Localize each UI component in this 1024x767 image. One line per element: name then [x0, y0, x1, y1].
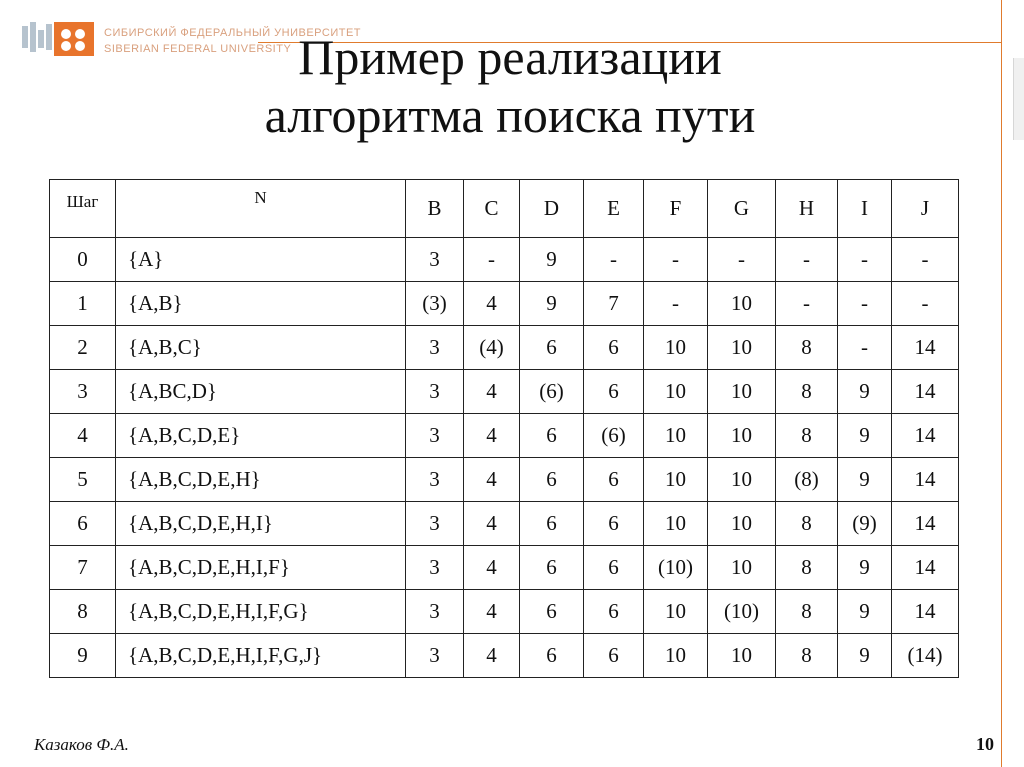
node-set-cell: {A}	[116, 238, 406, 282]
distance-cell: 10	[708, 458, 776, 502]
distance-cell: 6	[520, 326, 584, 370]
distance-cell: -	[584, 238, 644, 282]
distance-cell: -	[776, 238, 838, 282]
distance-cell: 14	[892, 502, 959, 546]
column-header-j: J	[892, 180, 959, 238]
distance-cell: 10	[708, 546, 776, 590]
column-header-c: C	[464, 180, 520, 238]
distance-cell: (8)	[776, 458, 838, 502]
distance-cell: 10	[644, 590, 708, 634]
logo-text-ru: СИБИРСКИЙ ФЕДЕРАЛЬНЫЙ УНИВЕРСИТЕТ	[104, 27, 362, 39]
table-header-row	[50, 180, 959, 238]
distance-cell: 3	[406, 546, 464, 590]
distance-cell: (9)	[838, 502, 892, 546]
distance-cell: 4	[464, 546, 520, 590]
right-margin-rule	[1001, 0, 1002, 767]
distance-cell: 14	[892, 590, 959, 634]
logo-text-en: SIBERIAN FEDERAL UNIVERSITY	[104, 43, 292, 55]
step-cell: 5	[50, 458, 116, 502]
distance-cell: 14	[892, 458, 959, 502]
distance-cell: 4	[464, 590, 520, 634]
distance-cell: 6	[520, 458, 584, 502]
column-header-f: F	[644, 180, 708, 238]
distance-cell: 14	[892, 326, 959, 370]
distance-cell: 14	[892, 414, 959, 458]
distance-cell: 9	[838, 590, 892, 634]
distance-cell: 8	[776, 414, 838, 458]
node-set-cell: {A,B,C,D,E,H,I,F}	[116, 546, 406, 590]
slide-title-line-2: алгоритма поиска пути	[264, 87, 756, 143]
distance-cell: 3	[406, 634, 464, 678]
distance-cell: -	[892, 282, 959, 326]
step-cell: 7	[50, 546, 116, 590]
distance-cell: (6)	[520, 370, 584, 414]
column-header-e: E	[584, 180, 644, 238]
distance-cell: 8	[776, 370, 838, 414]
distance-cell: 3	[406, 414, 464, 458]
page-number: 10	[976, 734, 994, 754]
distance-cell: 10	[644, 370, 708, 414]
distance-cell: 6	[584, 634, 644, 678]
table-row	[50, 590, 959, 634]
step-cell: 2	[50, 326, 116, 370]
distance-cell: 3	[406, 502, 464, 546]
side-scroll-tab[interactable]	[1013, 58, 1024, 140]
table-row	[50, 282, 959, 326]
step-cell: 6	[50, 502, 116, 546]
slide-title-line-1: Пример реализации	[298, 29, 722, 85]
distance-cell: 10	[708, 502, 776, 546]
distance-cell: 10	[708, 414, 776, 458]
column-header-b: B	[406, 180, 464, 238]
distance-cell: 7	[584, 282, 644, 326]
distance-cell: 6	[584, 502, 644, 546]
node-set-cell: {A,BC,D}	[116, 370, 406, 414]
distance-cell: 10	[708, 282, 776, 326]
distance-cell: 8	[776, 546, 838, 590]
distance-cell: 6	[584, 458, 644, 502]
column-header-h: H	[776, 180, 838, 238]
slide-title	[180, 28, 840, 144]
distance-cell: -	[776, 282, 838, 326]
distance-cell: (4)	[464, 326, 520, 370]
distance-cell: -	[838, 326, 892, 370]
distance-cell: 6	[584, 326, 644, 370]
distance-cell: 6	[584, 546, 644, 590]
distance-cell: -	[644, 238, 708, 282]
distance-cell: 9	[838, 546, 892, 590]
distance-cell: 10	[708, 370, 776, 414]
distance-cell: 6	[520, 546, 584, 590]
distance-cell: 10	[644, 414, 708, 458]
table-row	[50, 546, 959, 590]
distance-cell: 8	[776, 634, 838, 678]
distance-cell: (3)	[406, 282, 464, 326]
step-cell: 4	[50, 414, 116, 458]
step-cell: 0	[50, 238, 116, 282]
distance-cell: 9	[838, 414, 892, 458]
distance-cell: 9	[520, 282, 584, 326]
distance-cell: 10	[644, 326, 708, 370]
node-set-cell: {A,B,C,D,E,H,I}	[116, 502, 406, 546]
column-header-step: Шаг	[50, 180, 116, 238]
distance-cell: 3	[406, 370, 464, 414]
table-row	[50, 502, 959, 546]
step-cell: 3	[50, 370, 116, 414]
path-search-table	[49, 179, 959, 678]
distance-cell: (10)	[644, 546, 708, 590]
distance-cell: 8	[776, 590, 838, 634]
node-set-cell: {A,B,C,D,E,H,I,F,G,J}	[116, 634, 406, 678]
table-row	[50, 238, 959, 282]
distance-cell: -	[644, 282, 708, 326]
footer-author: Казаков Ф.А.	[34, 735, 129, 754]
distance-cell: 9	[520, 238, 584, 282]
table-body	[50, 238, 959, 678]
node-set-cell: {A,B,C,D,E,H}	[116, 458, 406, 502]
column-header-d: D	[520, 180, 584, 238]
distance-cell: 9	[838, 458, 892, 502]
distance-cell: (14)	[892, 634, 959, 678]
step-cell: 8	[50, 590, 116, 634]
node-set-cell: {A,B,C,D,E,H,I,F,G}	[116, 590, 406, 634]
node-set-cell: {A,B,C,D,E}	[116, 414, 406, 458]
distance-cell: 9	[838, 634, 892, 678]
distance-cell: 4	[464, 370, 520, 414]
sfu-logo-icon	[22, 22, 98, 58]
table-row	[50, 414, 959, 458]
distance-cell: -	[838, 238, 892, 282]
distance-cell: 10	[644, 502, 708, 546]
distance-cell: 10	[708, 634, 776, 678]
distance-cell: -	[892, 238, 959, 282]
distance-cell: 10	[644, 634, 708, 678]
column-header-g: G	[708, 180, 776, 238]
table-row	[50, 458, 959, 502]
distance-cell: 6	[520, 414, 584, 458]
distance-cell: (10)	[708, 590, 776, 634]
distance-cell: 10	[708, 326, 776, 370]
distance-cell: 4	[464, 282, 520, 326]
distance-cell: 4	[464, 634, 520, 678]
distance-cell: 10	[644, 458, 708, 502]
column-header-n: N	[116, 180, 406, 238]
step-cell: 1	[50, 282, 116, 326]
distance-cell: 9	[838, 370, 892, 414]
step-cell: 9	[50, 634, 116, 678]
distance-cell: 6	[520, 590, 584, 634]
distance-cell: 3	[406, 326, 464, 370]
distance-cell: -	[708, 238, 776, 282]
distance-cell: 6	[520, 634, 584, 678]
distance-cell: 14	[892, 546, 959, 590]
distance-cell: 3	[406, 458, 464, 502]
distance-cell: -	[464, 238, 520, 282]
distance-cell: -	[838, 282, 892, 326]
column-header-i: I	[838, 180, 892, 238]
distance-cell: 4	[464, 458, 520, 502]
table-row	[50, 370, 959, 414]
distance-cell: 3	[406, 590, 464, 634]
distance-cell: 6	[584, 370, 644, 414]
distance-cell: 8	[776, 326, 838, 370]
distance-cell: 4	[464, 502, 520, 546]
node-set-cell: {A,B}	[116, 282, 406, 326]
distance-cell: 14	[892, 370, 959, 414]
distance-cell: (6)	[584, 414, 644, 458]
distance-cell: 6	[584, 590, 644, 634]
table-row	[50, 326, 959, 370]
distance-cell: 4	[464, 414, 520, 458]
distance-cell: 8	[776, 502, 838, 546]
node-set-cell: {A,B,C}	[116, 326, 406, 370]
distance-cell: 6	[520, 502, 584, 546]
distance-cell: 3	[406, 238, 464, 282]
table-row	[50, 634, 959, 678]
